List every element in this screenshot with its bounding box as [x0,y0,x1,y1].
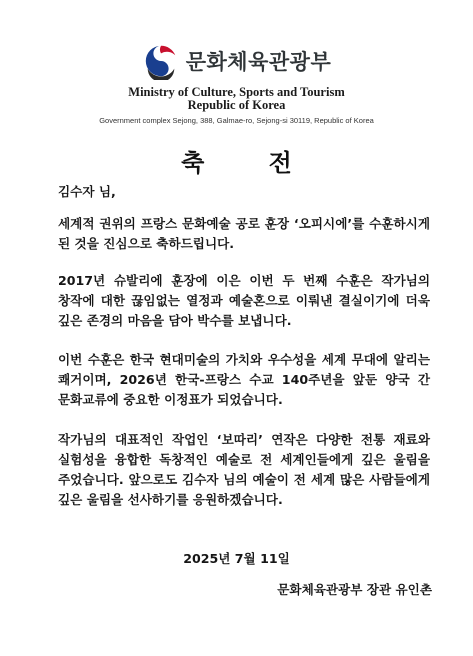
ministry-address: Government complex Sejong, 388, Galmae-ro, Sejong-si 30119, Republic of Korea [99,116,374,125]
signature: 문화체육관광부 장관 유인촌 [277,582,432,597]
document-date: 2025년 7월 11일 [183,551,290,566]
paragraph-3: 이번 수훈은 한국 현대미술의 가치와 우수성을 세계 무대에 알리는 쾌거이며, 2026년 한국-프랑스 수교 140주년을 앞둔 양국 간 문화교류에 중요한 이정표가 되었습니다. [58,352,430,407]
ministry-name-english-line2: Republic of Korea [187,98,286,112]
paragraph-2: 2017년 슈발리에 훈장에 이은 이번 두 번째 수훈은 작가님의 창작에 대한 끊임없는 열정과 예술혼으로 이뤄낸 결실이기에 더욱 깊은 존경의 마음을 담아 박수를 보냅니다. [58,273,430,328]
paragraph-1: 세계적 권위의 프랑스 문화예술 공로 훈장 ‘오피시에’를 수훈하시게 된 것을 진심으로 축하드립니다. [58,216,430,251]
letterhead-logo [0,42,473,80]
taeguk-emblem-icon [142,42,180,80]
paragraph-4: 작가님의 대표적인 작업인 ‘보따리’ 연작은 다양한 전통 재료와 실험성을 융합한 독창적인 예술로 전 세계인들에게 깊은 울림을 주었습니다. 앞으로도 김수자 님의 예술이 전 세계 많은 사람들에게 깊은 울림을 선사하기를 응원하겠습니다. [58,432,430,507]
ministry-name-english [0,86,473,112]
ministry-name-korean: 문화체육관광부 [185,50,332,74]
salutation: 김수자 님, [58,184,116,199]
ministry-name-english-line1: Ministry of Culture, Sports and Tourism [128,85,345,99]
document-title: 축 전 [181,149,320,177]
